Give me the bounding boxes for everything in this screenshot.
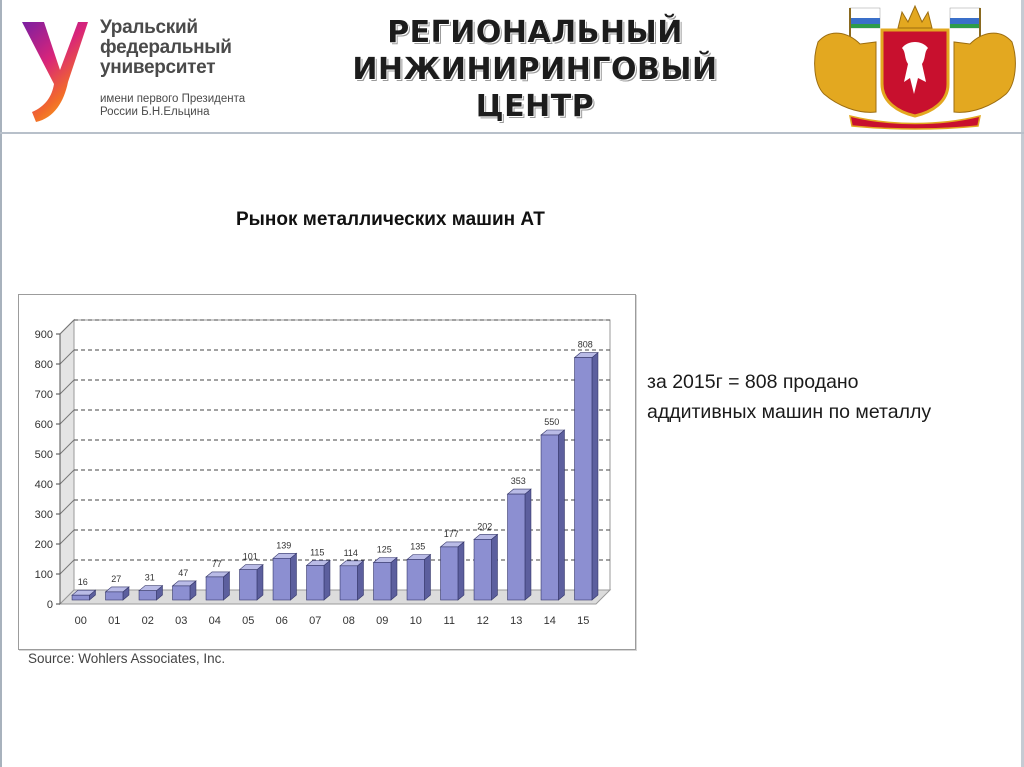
- bar-value-label: 115: [310, 547, 325, 558]
- bar: [173, 586, 190, 600]
- header-divider: [0, 132, 1024, 134]
- annotation-line: аддитивных машин по металлу: [647, 401, 932, 423]
- university-subtitle: [100, 93, 245, 119]
- y-tick-label: 0: [46, 599, 53, 611]
- page-title: [330, 14, 740, 125]
- y-tick-label: 800: [34, 359, 53, 371]
- y-tick-label: 100: [34, 569, 53, 581]
- page-title-line: ИНЖИНИРИНГОВЫЙ: [352, 52, 718, 87]
- bar-side: [357, 561, 363, 600]
- page-title-line: ЦЕНТР: [475, 89, 595, 124]
- bar: [273, 558, 290, 600]
- bar: [441, 547, 458, 600]
- bar: [407, 560, 424, 601]
- x-tick-label: 01: [108, 615, 121, 627]
- x-tick-label: 02: [141, 615, 154, 627]
- bar-chart: [18, 294, 636, 650]
- bar-side: [290, 553, 296, 600]
- university-subtitle-line: имени первого Президента: [100, 93, 246, 105]
- university-subtitle-line: России Б.Н.Ельцина: [100, 106, 210, 118]
- bar: [575, 358, 592, 600]
- bar-side: [558, 430, 564, 600]
- x-tick-label: 11: [443, 615, 455, 627]
- bar-side: [525, 489, 531, 600]
- bar-value-label: 353: [510, 476, 526, 487]
- bar-side: [458, 542, 464, 600]
- bar: [474, 539, 491, 600]
- bar: [541, 435, 558, 600]
- bar-value-label: 47: [178, 567, 189, 578]
- university-name-line: федеральный: [100, 37, 232, 58]
- x-tick-label: 05: [242, 615, 255, 627]
- bar-side: [391, 558, 397, 601]
- slide-header: [0, 0, 1024, 133]
- bar-value-label: 31: [144, 572, 155, 583]
- bar-value-label: 808: [577, 339, 593, 350]
- bar: [508, 494, 525, 600]
- y-tick-label: 600: [34, 419, 53, 431]
- bar-value-label: 125: [376, 544, 392, 555]
- x-tick-label: 13: [510, 615, 523, 627]
- coat-of-arms-icon: [810, 2, 1020, 130]
- y-tick-label: 900: [34, 329, 53, 341]
- bar-value-label: 202: [477, 521, 493, 532]
- annotation-line: за 2015г = 808 продано: [647, 371, 859, 393]
- bar-value-label: 27: [111, 573, 122, 584]
- bar: [340, 566, 357, 600]
- bar-value-label: 16: [77, 577, 88, 588]
- bar-side: [324, 561, 330, 601]
- x-tick-label: 14: [543, 615, 556, 627]
- bar-value-label: 177: [443, 528, 459, 539]
- bar-side: [424, 555, 430, 601]
- bar: [72, 595, 89, 600]
- y-tick-label: 200: [34, 539, 53, 551]
- bar-value-label: 77: [211, 558, 222, 569]
- university-name-line: университет: [100, 57, 216, 78]
- x-tick-label: 08: [342, 615, 355, 627]
- y-tick-label: 700: [34, 389, 53, 401]
- x-tick-label: 03: [175, 615, 188, 627]
- university-name: [100, 18, 232, 78]
- bar-value-label: 101: [242, 551, 258, 562]
- university-logo-icon: [20, 18, 90, 126]
- bar: [206, 577, 223, 600]
- bar: [240, 570, 257, 600]
- bar-value-label: 114: [343, 547, 358, 558]
- x-tick-label: 09: [376, 615, 389, 627]
- university-name-line: Уральский: [100, 17, 198, 38]
- chart-source: Source: Wohlers Associates, Inc.: [28, 651, 226, 666]
- x-tick-label: 15: [577, 615, 590, 627]
- x-tick-label: 07: [309, 615, 322, 627]
- bar-value-label: 550: [544, 417, 560, 427]
- x-tick-label: 00: [74, 615, 87, 627]
- bar-value-label: 139: [276, 540, 292, 551]
- page-title-line: РЕГИОНАЛЬНЫЙ: [387, 15, 683, 50]
- y-tick-label: 300: [34, 509, 53, 521]
- bar: [139, 591, 156, 600]
- annotation-note: [647, 367, 931, 427]
- x-tick-label: 12: [476, 615, 489, 627]
- x-tick-label: 10: [409, 615, 422, 627]
- y-tick-label: 500: [34, 449, 53, 461]
- bar: [374, 563, 391, 601]
- bar: [307, 566, 324, 601]
- bar-value-label: 135: [410, 541, 426, 552]
- slide-title: Рынок металлических машин АТ: [236, 209, 545, 230]
- bar-side: [491, 534, 497, 600]
- bar-side: [257, 565, 263, 600]
- y-tick-label: 400: [34, 479, 53, 491]
- x-tick-label: 04: [208, 615, 221, 627]
- x-tick-label: 06: [275, 615, 288, 627]
- bar: [106, 592, 123, 600]
- bar-side: [592, 353, 598, 600]
